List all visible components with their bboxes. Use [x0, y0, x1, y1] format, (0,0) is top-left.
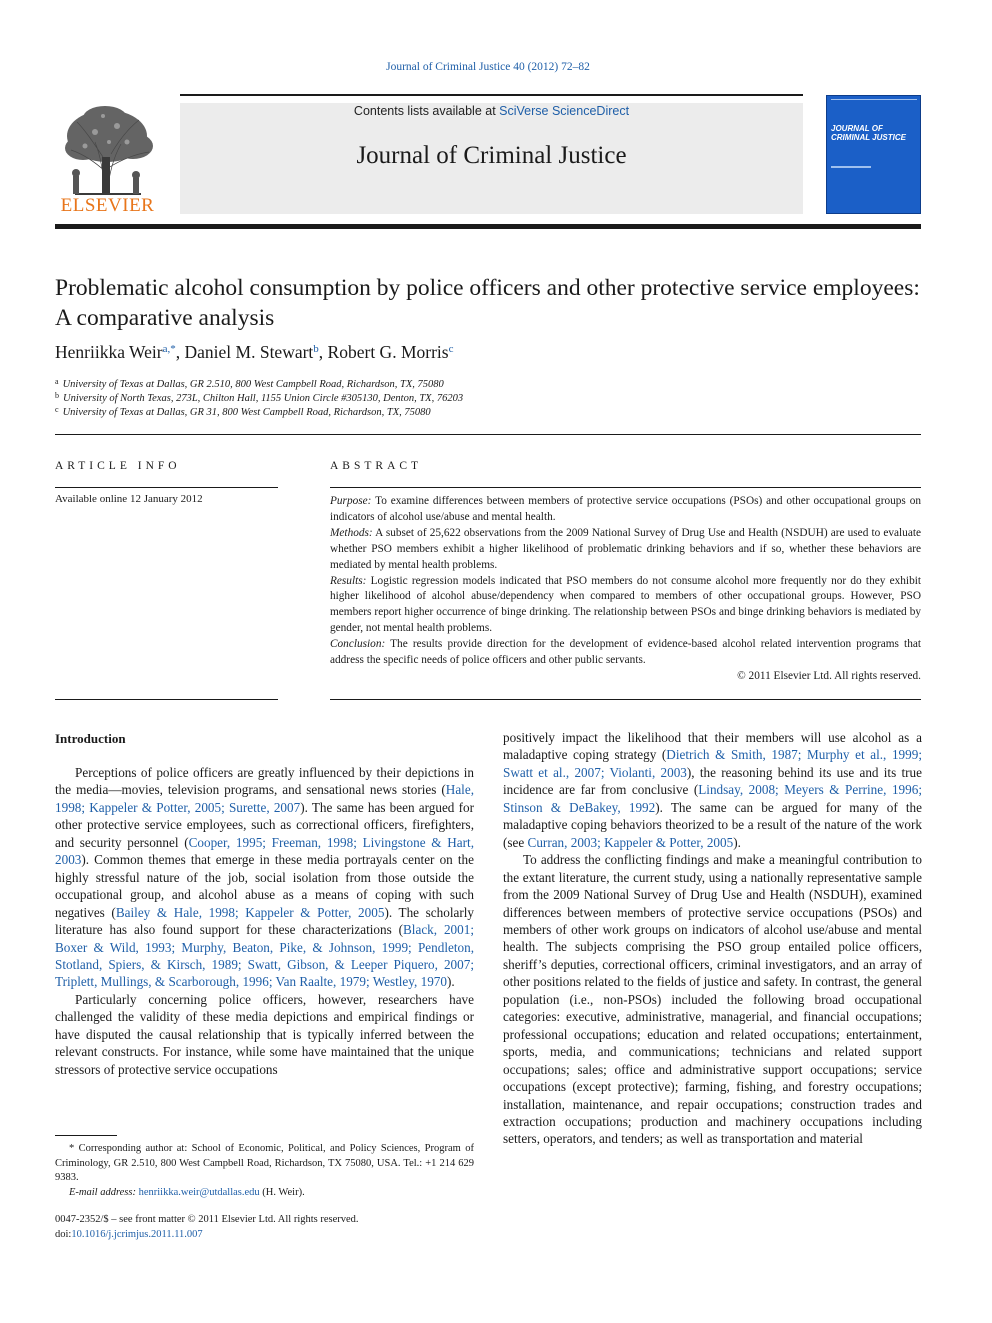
body-paragraph: Particularly concerning police officers, however, researchers have challenged the validity of these media depictions and empirical findings or have disputed the causal relationship that is typically inferred between the relevant constructs. For instance, while some have maintained that the unique stressors of protective service occupations [55, 991, 474, 1077]
author-affiliation-marker[interactable]: c [448, 343, 454, 355]
article-info-rule [55, 487, 278, 488]
body-paragraph [503, 729, 922, 851]
affiliation-marker: b [55, 391, 59, 400]
article-title: Problematic alcohol consumption by police officers and other protective service employees: A comparative analysis [55, 275, 920, 331]
author-separator: , [318, 342, 328, 362]
affiliation-text: University of North Texas, 273L, Chilton Hall, 1155 Union Circle #305130, Denton, TX, 76203 [63, 393, 464, 404]
doi-line [55, 1228, 474, 1243]
contents-line [180, 104, 803, 118]
abstract-text: Logistic regression models indicated that PSO members do not consume alcohol more frequently nor do they exhibit higher likelihood of alcohol abuse/dependency when compared to members of other occupational groups. However, PSO members report higher occurrence of binge drinking. The relationship between PSOs and binge drinking behaviors is mediated by gender, not mental health problems. [330, 574, 921, 635]
abstract-body [330, 494, 921, 685]
author-name[interactable]: Daniel M. Stewart [184, 342, 314, 362]
email-suffix: (H. Weir). [259, 1186, 305, 1198]
abstract-label: Results: [330, 574, 367, 587]
elsevier-wordmark: ELSEVIER [60, 195, 155, 216]
citation-link[interactable]: Curran, 2003; Kappeler & Potter, 2005 [527, 834, 734, 850]
affiliation-text: University of Texas at Dallas, GR 31, 800 West Campbell Road, Richardson, TX, 75080 [62, 407, 431, 418]
corresponding-author-footnote [55, 1142, 474, 1200]
journal-cover-thumbnail[interactable] [826, 95, 921, 214]
body-text: positively impact the likelihood that their members will use alcohol as a maladaptive coping strategy ( [503, 730, 922, 763]
author-separator: , [175, 342, 185, 362]
doi-link[interactable]: 10.1016/j.jcrimjus.2011.11.007 [71, 1228, 203, 1240]
author-affiliation-marker[interactable]: a,* [162, 343, 176, 355]
footnote-text: * Corresponding author at: School of Economic, Political, and Policy Sciences, Program of Criminology, GR 2.510, 800 West Campbell Road, Richardson, TX 75080, USA. Tel.: +1 214 629 9383. [55, 1143, 474, 1183]
article-info-bottom-rule [55, 699, 278, 700]
cover-strip [831, 166, 871, 168]
abstract-methods [330, 526, 921, 574]
abstract-copyright: © 2011 Elsevier Ltd. All rights reserved. [737, 669, 921, 682]
header-divider [55, 434, 921, 435]
body-paragraph [55, 764, 474, 991]
abstract-label: Purpose: [330, 495, 372, 507]
journal-homepage-title[interactable]: Journal of Criminal Justice [356, 142, 627, 169]
footnote-email-line [55, 1186, 474, 1201]
email-label: E-mail address: [69, 1186, 136, 1198]
front-matter [55, 1213, 474, 1242]
body-text: ). The same has been argued for other protective service employees, such as correctional officers, firefighters, and security personnel ( [55, 799, 474, 850]
introduction-heading: Introduction [55, 731, 126, 746]
author-name[interactable]: Henriikka Weir [55, 342, 163, 362]
cover-top-bar [831, 99, 917, 103]
citation-link[interactable]: Hale, 1998; Kappeler & Potter, 2005; Surette, 2007 [55, 782, 474, 815]
body-text: Perceptions of police officers are greatly influenced by their depictions in the media—movies, television programs, and sensational news stories ( [55, 765, 474, 798]
citation-link[interactable]: Black, 2001; Boxer & Wild, 1993; Murphy, Beaton, Pike, & Johnson, 1999; Pendleton, Stotland, Spiers, & Kirsch, 1989; Swatt, Gibson, & Leeper Piquero, 2007; Triplett, Mullings, & Scarborough, 1996; Van Raalte, 1979; Westley, 1970 [55, 922, 474, 990]
body-left-column [55, 764, 474, 1078]
affiliation-a [55, 377, 921, 390]
abstract-bottom-rule [330, 699, 921, 700]
citation-link[interactable]: Lindsay, 2008; Meyers & Perrine, 1996; Stinson & DeBakey, 1992 [503, 782, 922, 815]
abstract-text: A subset of 25,622 observations from the 2009 National Survey of Drug Use and Health (NSDUH) are used to evaluate whether PSO members exhibit a higher likelihood of problematic drinking behaviors and if so, whether these behaviors are mediated by mental health problems. [330, 526, 921, 571]
body-text: ), the reasoning behind its use and its true incidence are far from conclusive ( [503, 764, 922, 798]
affiliation-marker: c [55, 405, 59, 414]
contents-prefix: Contents lists available at [353, 104, 500, 118]
body-text: ). [733, 834, 741, 850]
masthead-top-rule [180, 94, 803, 96]
body-text: ). Common themes that emerge in these media portrayals center on the highly stressful nature of the job, social isolation from those outside the occupational group, and alcohol abuse as a means of coping with such negatives ( [55, 852, 474, 920]
email-link[interactable]: henriikka.weir@utdallas.edu [138, 1186, 260, 1198]
abstract-text: The results provide direction for the development of evidence-based alcohol related intervention programs that address the specific needs of police officers and other public servants. [330, 638, 921, 667]
affiliation-text: University of Texas at Dallas, GR 2.510, 800 West Campbell Road, Richardson, TX, 75080 [62, 379, 444, 390]
affiliation-b [55, 391, 921, 404]
abstract-results [330, 574, 921, 638]
masthead-bottom-rule [55, 224, 921, 229]
abstract-purpose [330, 494, 921, 526]
journal-citation-link[interactable]: Journal of Criminal Justice 40 (2012) 72–82 [386, 61, 590, 73]
sciencedirect-link[interactable]: SciVerse ScienceDirect [499, 104, 630, 118]
author-name[interactable]: Robert G. Morris [327, 342, 449, 362]
abstract-label: Conclusion: [330, 638, 386, 651]
doi-label: doi: [55, 1228, 72, 1240]
body-paragraph: To address the conflicting findings and make a meaningful contribution to the extant literature, the current study, using a nationally representative sample from the 2009 National Survey of Drug Use and Health (NSDUH), examined differences between members of protective service occupations (PSOs) and members of other work groups on indicators of alcohol use/abuse and mental health. The subjects comprising the PSO group entailed police officers, sheriff’s deputies, correctional officers, criminal investigators, and an array of other positions related to the fields of justice and safety. In contrast, the general population (i.e., non-PSOs) included the following broad occupational categories: executive, administrative, managerial, and financial occupations; professional occupations; education and related occupations; entertainment, sports, media, and communications; technicians and related support occupations; sales; office and administrative support occupations; service occupations (except protective); farming, fishing, and forestry occupations; installation, maintenance, and repair occupations; construction trades and extraction occupations; production and machinery occupations including setters, operators, and tenders; as well as transportation and material [503, 852, 922, 1147]
abstract-rule [330, 487, 921, 488]
citation-link[interactable]: Bailey & Hale, 1998; Kappeler & Potter, 2005 [115, 904, 385, 920]
affiliation-marker: a [55, 377, 59, 386]
body-right-column [503, 729, 922, 1148]
author-list [55, 342, 921, 363]
affiliation-c [55, 405, 921, 418]
body-text: ). The same can be argued for many of the maladaptive coping behaviors theorized to be a result of the nature of the work (see [503, 799, 922, 850]
author-affiliation-marker[interactable]: b [313, 343, 319, 355]
footnote-rule [55, 1135, 117, 1136]
body-text: ). [446, 974, 455, 990]
abstract-text: To examine differences between members of protective service occupations (PSOs) and other occupational groups on indicators of alcohol use/abuse and mental health. [330, 495, 921, 523]
article-info-heading: ARTICLE INFO [55, 460, 181, 472]
cover-title-text: JOURNAL OF CRIMINAL JUSTICE [831, 124, 906, 142]
abstract-label: Methods: [330, 526, 373, 539]
abstract-conclusion [330, 637, 921, 669]
issn-line: 0047-2352/$ – see front matter © 2011 Elsevier Ltd. All rights reserved. [55, 1214, 359, 1225]
available-online-date: Available online 12 January 2012 [55, 493, 203, 505]
citation-link[interactable]: Cooper, 1995; Freeman, 1998; Livingstone & Hart, 2003 [55, 834, 475, 868]
citation-link[interactable]: Dietrich & Smith, 1987; Murphy et al., 1999; Swatt et al., 2007; Violanti, 2003 [503, 747, 922, 780]
abstract-heading: ABSTRACT [330, 460, 423, 472]
body-text: ). The scholarly literature has also found support for these characterizations ( [55, 904, 475, 938]
